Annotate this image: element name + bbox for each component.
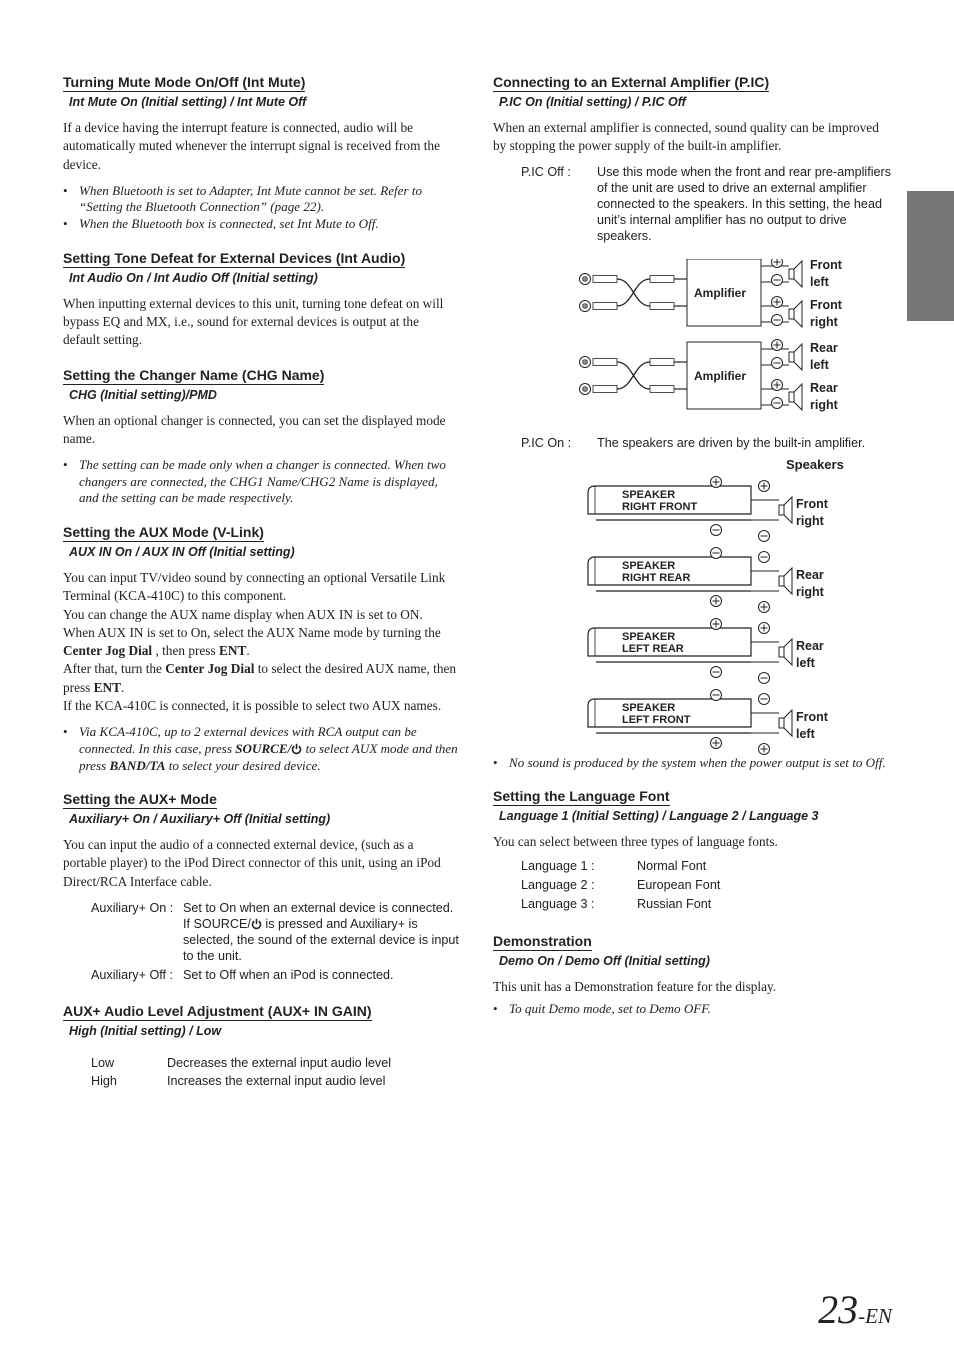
pic-body: When an external amplifier is connected, sound quality can be improved by stopping the power supply of the built-in amplifier.: [493, 120, 879, 154]
page-number-value: 23: [818, 1287, 859, 1332]
aux-p3e: .: [246, 643, 250, 659]
speaker-lead-label: RIGHT REAR: [622, 571, 691, 584]
speaker-icon: [779, 497, 792, 523]
def-text: Set to On when an external device is connected. If: [183, 900, 454, 931]
aux-p3c: , then press: [152, 643, 219, 659]
rca-jack-icon: [580, 300, 591, 311]
demonstration-notes: [493, 1001, 891, 1018]
speaker-wiring-row: [588, 618, 824, 683]
speaker-position-label: left: [796, 726, 815, 741]
speaker-icon: [779, 568, 792, 594]
plus-terminal-icon: [759, 601, 770, 612]
amplifier-group: [580, 339, 839, 412]
speaker-wiring-row: [588, 689, 829, 754]
language-font-section: [493, 788, 891, 912]
int-mute-heading: Turning Mute Mode On/Off (Int Mute): [63, 74, 306, 90]
speaker-position-label: right: [796, 513, 824, 528]
note-item: [63, 724, 459, 774]
cable-line: [617, 279, 650, 306]
speaker-wiring-row: [588, 547, 825, 612]
plus-terminal-icon: [711, 737, 722, 748]
aux-p1: You can input TV/video sound by connecting an optional Versatile Link Terminal (KCA-410C) to this component.: [63, 569, 446, 604]
demonstration-section: [493, 933, 891, 1017]
aux-plus-off-text: Set to Off when an iPod is connected.: [183, 967, 394, 982]
cable-line: [617, 362, 650, 389]
language-font-body: You can select between three types of language fonts.: [493, 834, 778, 850]
chg-name-section: [63, 367, 459, 507]
minus-terminal-icon: [772, 314, 783, 325]
aux-p3a: When AUX IN is set to On, select the AUX Name mode by turning the: [63, 624, 441, 640]
def-text: is pressed and Auxiliary+ is selected, the sound of the external device is input to the unit.: [183, 916, 459, 963]
speaker-position-label: left: [796, 655, 815, 670]
aux-gain-heading: AUX+ Audio Level Adjustment (AUX+ IN GAIN): [63, 1002, 372, 1019]
page-number: [818, 1286, 892, 1340]
speaker-lead-label: LEFT FRONT: [622, 713, 691, 726]
int-audio-body: When inputting external devices to this unit, turning tone defeat on will bypass EQ and MX, i.e., sound for external devices is output at the default setting.: [63, 295, 444, 348]
aux-p2: You can change the AUX name display when AUX IN is set to ON.: [63, 606, 423, 622]
rca-jack-icon: [580, 273, 591, 284]
lang-key: Language 3 :: [521, 897, 595, 912]
pic-section: [493, 74, 891, 771]
speaker-icon: [789, 384, 802, 410]
plus-terminal-icon: [759, 622, 770, 633]
rca-plug-icon: [650, 385, 674, 392]
int-mute-subheading: Int Mute On (Initial setting) / Int Mute Off: [69, 95, 307, 109]
aux-vlink-subheading: AUX IN On / AUX IN Off (Initial setting): [69, 544, 295, 559]
speaker-icon: [789, 301, 802, 327]
rca-plug-icon: [593, 275, 617, 282]
band-ta-button-label: BAND/TA: [109, 757, 166, 773]
plus-terminal-icon: [711, 618, 722, 629]
pic-off-text: Use this mode when the front and rear pre-amplifiers of the unit are used to drive an external amplifier connected to the speakers. In this setting, the head unit’s internal amplifier has no output to drive speakers.: [597, 164, 891, 243]
aux-p4c: to select the desired AUX name, then press: [63, 661, 457, 695]
minus-terminal-icon: [759, 672, 770, 683]
speaker-position-label: Front: [796, 496, 828, 511]
speaker-lead-label: SPEAKER: [622, 630, 676, 643]
aux-gain-definitions: [91, 1055, 391, 1089]
demonstration-subheading: Demo On / Demo Off (Initial setting): [499, 954, 710, 969]
aux-gain-subheading: High (Initial setting) / Low: [69, 1023, 222, 1038]
aux-plus-definitions: [91, 900, 459, 983]
gain-value: Increases the external input audio level: [167, 1073, 386, 1088]
amplifier-label: Amplifier: [694, 368, 747, 383]
pic-notes: [493, 755, 891, 772]
center-jog-dial-label: Center Jog Dial: [63, 643, 153, 659]
rca-jack-icon: [580, 356, 591, 367]
int-audio-section: [63, 250, 459, 350]
pic-on-text: The speakers are driven by the built-in amplifier.: [597, 435, 866, 450]
rca-plug-icon: [650, 275, 674, 282]
speaker-lead-label: SPEAKER: [622, 559, 676, 572]
lang-value: Russian Font: [637, 897, 712, 912]
speaker-position-label: Rear: [796, 567, 824, 582]
speakers-title: Speakers: [786, 456, 844, 472]
plus-terminal-icon: [772, 339, 783, 350]
pic-on-definition: [521, 435, 865, 451]
minus-terminal-icon: [711, 689, 722, 700]
speaker-position-label: Rear: [796, 638, 824, 653]
speaker-icon: [789, 344, 802, 370]
rca-plug-icon: [593, 302, 617, 309]
note-item: • No sound is produced by the system when the power output is set to Off.: [493, 755, 891, 772]
aux-gain-section: [63, 1003, 459, 1089]
gain-value: Decreases the external input audio level: [167, 1055, 392, 1070]
amplifier-label: Amplifier: [694, 285, 747, 300]
note-item: • When the Bluetooth box is connected, set Int Mute to Off.: [63, 216, 459, 233]
speaker-output-label: Front: [810, 258, 842, 272]
left-column: [63, 74, 459, 1089]
page-number-suffix: -EN: [858, 1304, 892, 1328]
int-mute-section: [63, 74, 459, 233]
pic-subheading: P.IC On (Initial setting) / P.IC Off: [499, 95, 686, 109]
pic-on-label: P.IC On :: [521, 435, 572, 450]
aux-plus-on-label: Auxiliary+ On :: [91, 900, 174, 915]
ent-label: ENT: [218, 643, 247, 659]
note-item: • The setting can be made only when a changer is connected. When two changers are connected, the CHG1 Name/CHG2 Name is displayed, and the setting can be made respectively.: [63, 457, 459, 507]
plus-terminal-icon: [772, 296, 783, 307]
minus-terminal-icon: [772, 357, 783, 368]
chg-name-heading: Setting the Changer Name (CHG Name): [63, 366, 325, 383]
aux-plus-heading: Setting the AUX+ Mode: [63, 791, 217, 808]
speaker-wiring-diagram: [493, 453, 891, 755]
minus-terminal-icon: [759, 530, 770, 541]
language-font-definitions: [521, 858, 720, 912]
gain-key: Low: [91, 1055, 115, 1070]
section-tab-marker: [907, 191, 954, 321]
rca-jack-icon: [580, 383, 591, 394]
aux-vlink-notes: [63, 724, 459, 774]
speaker-lead-label: SPEAKER: [622, 701, 676, 714]
lang-key: Language 2 :: [521, 878, 595, 893]
lang-value: Normal Font: [637, 859, 707, 874]
amplifier-wiring-diagram: [493, 259, 891, 429]
note-text: to select your desired device.: [165, 757, 321, 773]
minus-terminal-icon: [711, 666, 722, 677]
note-text: to select AUX mode and then press: [79, 740, 458, 773]
int-mute-notes: [63, 183, 459, 233]
speaker-lead-label: RIGHT FRONT: [622, 500, 698, 513]
speaker-output-label: Rear: [810, 380, 838, 395]
minus-terminal-icon: [759, 693, 770, 704]
jack-core: [583, 276, 588, 281]
speaker-position-label: Front: [796, 709, 828, 724]
demonstration-body: This unit has a Demonstration feature for the display.: [493, 979, 777, 995]
speaker-output-label: left: [810, 274, 829, 289]
jack-core: [583, 386, 588, 391]
plus-terminal-icon: [711, 476, 722, 487]
aux-plus-off-label: Auxiliary+ Off :: [91, 967, 174, 982]
aux-p4a: After that, turn the: [63, 661, 166, 677]
minus-terminal-icon: [772, 274, 783, 285]
int-audio-subheading: Int Audio On / Int Audio Off (Initial setting): [69, 270, 318, 285]
note-item: • When Bluetooth is set to Adapter, Int Mute cannot be set. Refer to “Setting the Bluetooth Connection” (page 22).: [63, 183, 459, 216]
pic-off-definition: [521, 164, 891, 244]
chg-name-notes: [63, 457, 459, 507]
power-icon: [251, 918, 262, 930]
speaker-position-label: right: [796, 584, 824, 599]
minus-terminal-icon: [759, 551, 770, 562]
speaker-output-label: right: [810, 397, 838, 412]
minus-terminal-icon: [772, 397, 783, 408]
center-jog-dial-label: Center Jog Dial: [165, 661, 255, 677]
pic-heading: Connecting to an External Amplifier (P.IC): [493, 74, 770, 90]
pic-off-label: P.IC Off :: [521, 164, 571, 179]
chg-name-body: When an optional changer is connected, you can set the displayed mode name.: [63, 412, 446, 446]
jack-core: [583, 303, 588, 308]
chg-name-subheading: CHG (Initial setting)/PMD: [69, 387, 217, 402]
aux-vlink-heading: Setting the AUX Mode (V-Link): [63, 523, 264, 540]
speaker-icon: [789, 261, 802, 287]
rca-plug-icon: [593, 358, 617, 365]
speaker-output-label: right: [810, 314, 838, 329]
minus-terminal-icon: [711, 524, 722, 535]
language-font-heading: Setting the Language Font: [493, 788, 670, 805]
aux-vlink-section: [63, 524, 459, 774]
aux-p4e: .: [121, 679, 125, 695]
note-text: Via KCA-410C, up to 2 external devices with RCA output can be connected. In this case, press: [79, 724, 417, 756]
speaker-lead-label: LEFT REAR: [622, 642, 684, 655]
aux-plus-section: [63, 791, 459, 983]
plus-terminal-icon: [772, 379, 783, 390]
rca-plug-icon: [593, 385, 617, 392]
speaker-output-label: left: [810, 357, 829, 372]
ent-label: ENT: [93, 679, 121, 695]
power-icon: [291, 743, 302, 755]
speaker-lead-label: SPEAKER: [622, 488, 676, 501]
aux-plus-on-text: [183, 900, 459, 964]
lang-value: European Font: [637, 878, 721, 893]
aux-vlink-body: [63, 569, 459, 715]
aux-p5: If the KCA-410C is connected, it is possible to select two AUX names.: [63, 698, 442, 714]
speaker-icon: [779, 639, 792, 665]
amplifier-group: [580, 259, 843, 329]
aux-plus-body: You can input the audio of a connected external device, (such as a portable player) to the iPod Direct connector of this unit, using an iPod Direct/RCA Interface cable.: [63, 837, 441, 889]
demonstration-heading: Demonstration: [493, 933, 592, 950]
int-mute-body: If a device having the interrupt feature is connected, audio will be automatically muted whenever the interrupt signal is received from the device.: [63, 120, 440, 172]
plus-terminal-icon: [772, 259, 783, 268]
rca-plug-icon: [650, 358, 674, 365]
gain-key: High: [91, 1073, 117, 1088]
int-audio-heading: Setting Tone Defeat for External Devices (Int Audio): [63, 249, 406, 266]
language-font-subheading: Language 1 (Initial Setting) / Language 2 / Language 3: [499, 809, 819, 824]
aux-plus-subheading: Auxiliary+ On / Auxiliary+ Off (Initial setting): [69, 812, 331, 827]
plus-terminal-icon: [759, 480, 770, 491]
note-item: • To quit Demo mode, set to Demo OFF.: [493, 1001, 891, 1018]
source-button-label: SOURCE/: [193, 916, 251, 931]
plus-terminal-icon: [759, 743, 770, 754]
right-column: [493, 74, 891, 1017]
speaker-output-label: Front: [810, 297, 842, 312]
minus-terminal-icon: [711, 547, 722, 558]
jack-core: [583, 359, 588, 364]
plus-terminal-icon: [711, 595, 722, 606]
speaker-icon: [779, 710, 792, 736]
lang-key: Language 1 :: [521, 859, 595, 874]
source-button-label: SOURCE/: [235, 740, 292, 756]
speaker-wiring-row: [588, 476, 829, 541]
speaker-output-label: Rear: [810, 340, 838, 355]
rca-plug-icon: [650, 302, 674, 309]
